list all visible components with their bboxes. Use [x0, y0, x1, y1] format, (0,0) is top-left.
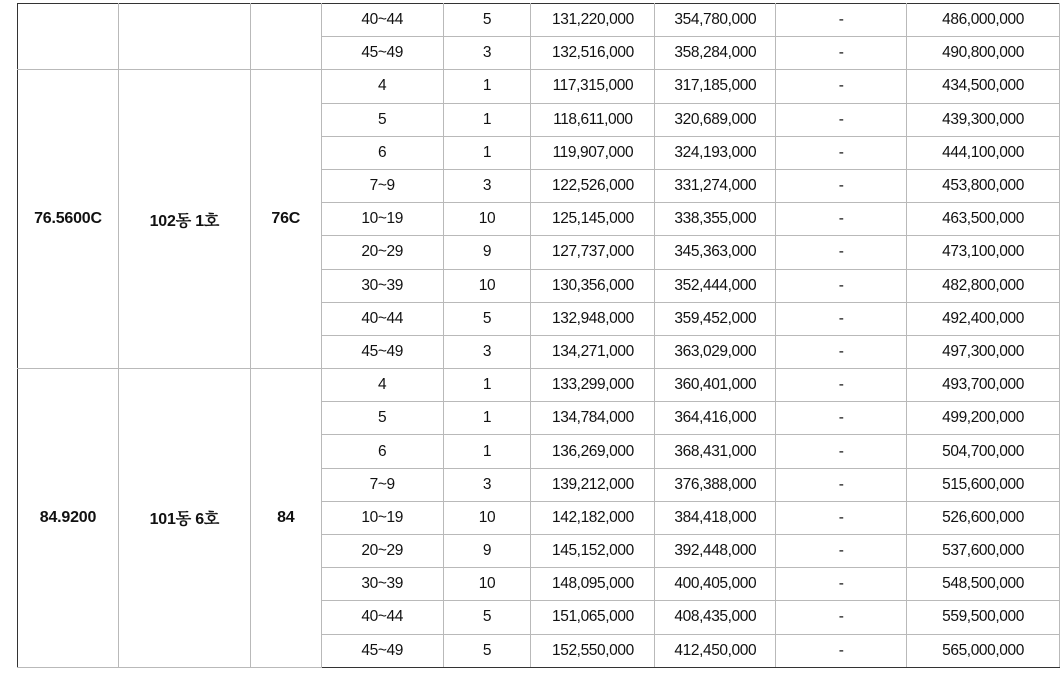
unit-count-cell: 5 [443, 601, 531, 634]
building-price-cell: 338,355,000 [655, 203, 776, 236]
vat-cell: - [776, 634, 907, 667]
land-price-cell: 136,269,000 [531, 435, 655, 468]
land-price-cell: 130,356,000 [531, 269, 655, 302]
vat-cell: - [776, 103, 907, 136]
total-price-cell: 559,500,000 [907, 601, 1060, 634]
unit-count-cell: 5 [443, 4, 531, 37]
land-price-cell: 122,526,000 [531, 169, 655, 202]
unit-count-cell: 10 [443, 269, 531, 302]
building-price-cell: 317,185,000 [655, 70, 776, 103]
vat-cell: - [776, 335, 907, 368]
vat-cell: - [776, 468, 907, 501]
floor-cell: 10~19 [321, 203, 443, 236]
total-price-cell: 463,500,000 [907, 203, 1060, 236]
building-price-cell: 408,435,000 [655, 601, 776, 634]
floor-cell: 45~49 [321, 634, 443, 667]
floor-cell: 7~9 [321, 468, 443, 501]
unit-count-cell: 1 [443, 402, 531, 435]
vat-cell: - [776, 302, 907, 335]
land-price-cell: 117,315,000 [531, 70, 655, 103]
vat-cell: - [776, 169, 907, 202]
vat-cell: - [776, 435, 907, 468]
building-price-cell: 352,444,000 [655, 269, 776, 302]
land-price-cell: 127,737,000 [531, 236, 655, 269]
floor-cell: 5 [321, 103, 443, 136]
floor-cell: 45~49 [321, 335, 443, 368]
building-unit-cell: 101동 6호 [118, 369, 250, 668]
area-cell [18, 4, 119, 70]
type-cell: 84 [250, 369, 321, 668]
floor-cell: 10~19 [321, 501, 443, 534]
land-price-cell: 148,095,000 [531, 568, 655, 601]
price-table [17, 3, 1060, 668]
vat-cell: - [776, 236, 907, 269]
vat-cell: - [776, 37, 907, 70]
unit-count-cell: 1 [443, 103, 531, 136]
unit-count-cell: 3 [443, 335, 531, 368]
unit-count-cell: 1 [443, 369, 531, 402]
building-price-cell: 400,405,000 [655, 568, 776, 601]
floor-cell: 20~29 [321, 535, 443, 568]
unit-count-cell: 10 [443, 501, 531, 534]
vat-cell: - [776, 136, 907, 169]
total-price-cell: 499,200,000 [907, 402, 1060, 435]
total-price-cell: 453,800,000 [907, 169, 1060, 202]
area-cell: 76.5600C [18, 70, 119, 369]
floor-cell: 7~9 [321, 169, 443, 202]
land-price-cell: 119,907,000 [531, 136, 655, 169]
total-price-cell: 482,800,000 [907, 269, 1060, 302]
vat-cell: - [776, 369, 907, 402]
floor-cell: 5 [321, 402, 443, 435]
type-cell: 76C [250, 70, 321, 369]
building-unit-cell [118, 4, 250, 70]
building-price-cell: 368,431,000 [655, 435, 776, 468]
building-price-cell: 360,401,000 [655, 369, 776, 402]
table-body [18, 4, 1060, 668]
total-price-cell: 439,300,000 [907, 103, 1060, 136]
unit-count-cell: 10 [443, 203, 531, 236]
land-price-cell: 134,271,000 [531, 335, 655, 368]
land-price-cell: 133,299,000 [531, 369, 655, 402]
area-cell: 84.9200 [18, 369, 119, 668]
floor-cell: 4 [321, 369, 443, 402]
vat-cell: - [776, 568, 907, 601]
land-price-cell: 142,182,000 [531, 501, 655, 534]
total-price-cell: 537,600,000 [907, 535, 1060, 568]
building-price-cell: 345,363,000 [655, 236, 776, 269]
floor-cell: 4 [321, 70, 443, 103]
floor-cell: 30~39 [321, 568, 443, 601]
total-price-cell: 526,600,000 [907, 501, 1060, 534]
unit-count-cell: 3 [443, 468, 531, 501]
vat-cell: - [776, 535, 907, 568]
vat-cell: - [776, 501, 907, 534]
floor-cell: 30~39 [321, 269, 443, 302]
table-row [18, 369, 1060, 402]
total-price-cell: 565,000,000 [907, 634, 1060, 667]
vat-cell: - [776, 601, 907, 634]
unit-count-cell: 1 [443, 70, 531, 103]
land-price-cell: 152,550,000 [531, 634, 655, 667]
floor-cell: 45~49 [321, 37, 443, 70]
total-price-cell: 493,700,000 [907, 369, 1060, 402]
land-price-cell: 139,212,000 [531, 468, 655, 501]
floor-cell: 40~44 [321, 302, 443, 335]
land-price-cell: 134,784,000 [531, 402, 655, 435]
land-price-cell: 151,065,000 [531, 601, 655, 634]
land-price-cell: 132,516,000 [531, 37, 655, 70]
vat-cell: - [776, 4, 907, 37]
land-price-cell: 132,948,000 [531, 302, 655, 335]
land-price-cell: 118,611,000 [531, 103, 655, 136]
type-cell [250, 4, 321, 70]
total-price-cell: 490,800,000 [907, 37, 1060, 70]
vat-cell: - [776, 269, 907, 302]
total-price-cell: 473,100,000 [907, 236, 1060, 269]
floor-cell: 20~29 [321, 236, 443, 269]
unit-count-cell: 9 [443, 236, 531, 269]
unit-count-cell: 3 [443, 37, 531, 70]
building-price-cell: 376,388,000 [655, 468, 776, 501]
building-price-cell: 331,274,000 [655, 169, 776, 202]
floor-cell: 40~44 [321, 4, 443, 37]
total-price-cell: 444,100,000 [907, 136, 1060, 169]
unit-count-cell: 9 [443, 535, 531, 568]
unit-count-cell: 10 [443, 568, 531, 601]
table-row [18, 4, 1060, 37]
building-unit-cell: 102동 1호 [118, 70, 250, 369]
vat-cell: - [776, 402, 907, 435]
total-price-cell: 515,600,000 [907, 468, 1060, 501]
floor-cell: 6 [321, 136, 443, 169]
floor-cell: 40~44 [321, 601, 443, 634]
total-price-cell: 497,300,000 [907, 335, 1060, 368]
building-price-cell: 412,450,000 [655, 634, 776, 667]
building-price-cell: 320,689,000 [655, 103, 776, 136]
land-price-cell: 125,145,000 [531, 203, 655, 236]
building-price-cell: 324,193,000 [655, 136, 776, 169]
building-price-cell: 364,416,000 [655, 402, 776, 435]
land-price-cell: 145,152,000 [531, 535, 655, 568]
unit-count-cell: 5 [443, 634, 531, 667]
unit-count-cell: 1 [443, 136, 531, 169]
building-price-cell: 392,448,000 [655, 535, 776, 568]
building-price-cell: 384,418,000 [655, 501, 776, 534]
floor-cell: 6 [321, 435, 443, 468]
total-price-cell: 504,700,000 [907, 435, 1060, 468]
unit-count-cell: 5 [443, 302, 531, 335]
total-price-cell: 548,500,000 [907, 568, 1060, 601]
building-price-cell: 359,452,000 [655, 302, 776, 335]
land-price-cell: 131,220,000 [531, 4, 655, 37]
building-price-cell: 354,780,000 [655, 4, 776, 37]
unit-count-cell: 3 [443, 169, 531, 202]
vat-cell: - [776, 203, 907, 236]
vat-cell: - [776, 70, 907, 103]
total-price-cell: 492,400,000 [907, 302, 1060, 335]
total-price-cell: 434,500,000 [907, 70, 1060, 103]
unit-count-cell: 1 [443, 435, 531, 468]
building-price-cell: 363,029,000 [655, 335, 776, 368]
table-row [18, 70, 1060, 103]
total-price-cell: 486,000,000 [907, 4, 1060, 37]
building-price-cell: 358,284,000 [655, 37, 776, 70]
